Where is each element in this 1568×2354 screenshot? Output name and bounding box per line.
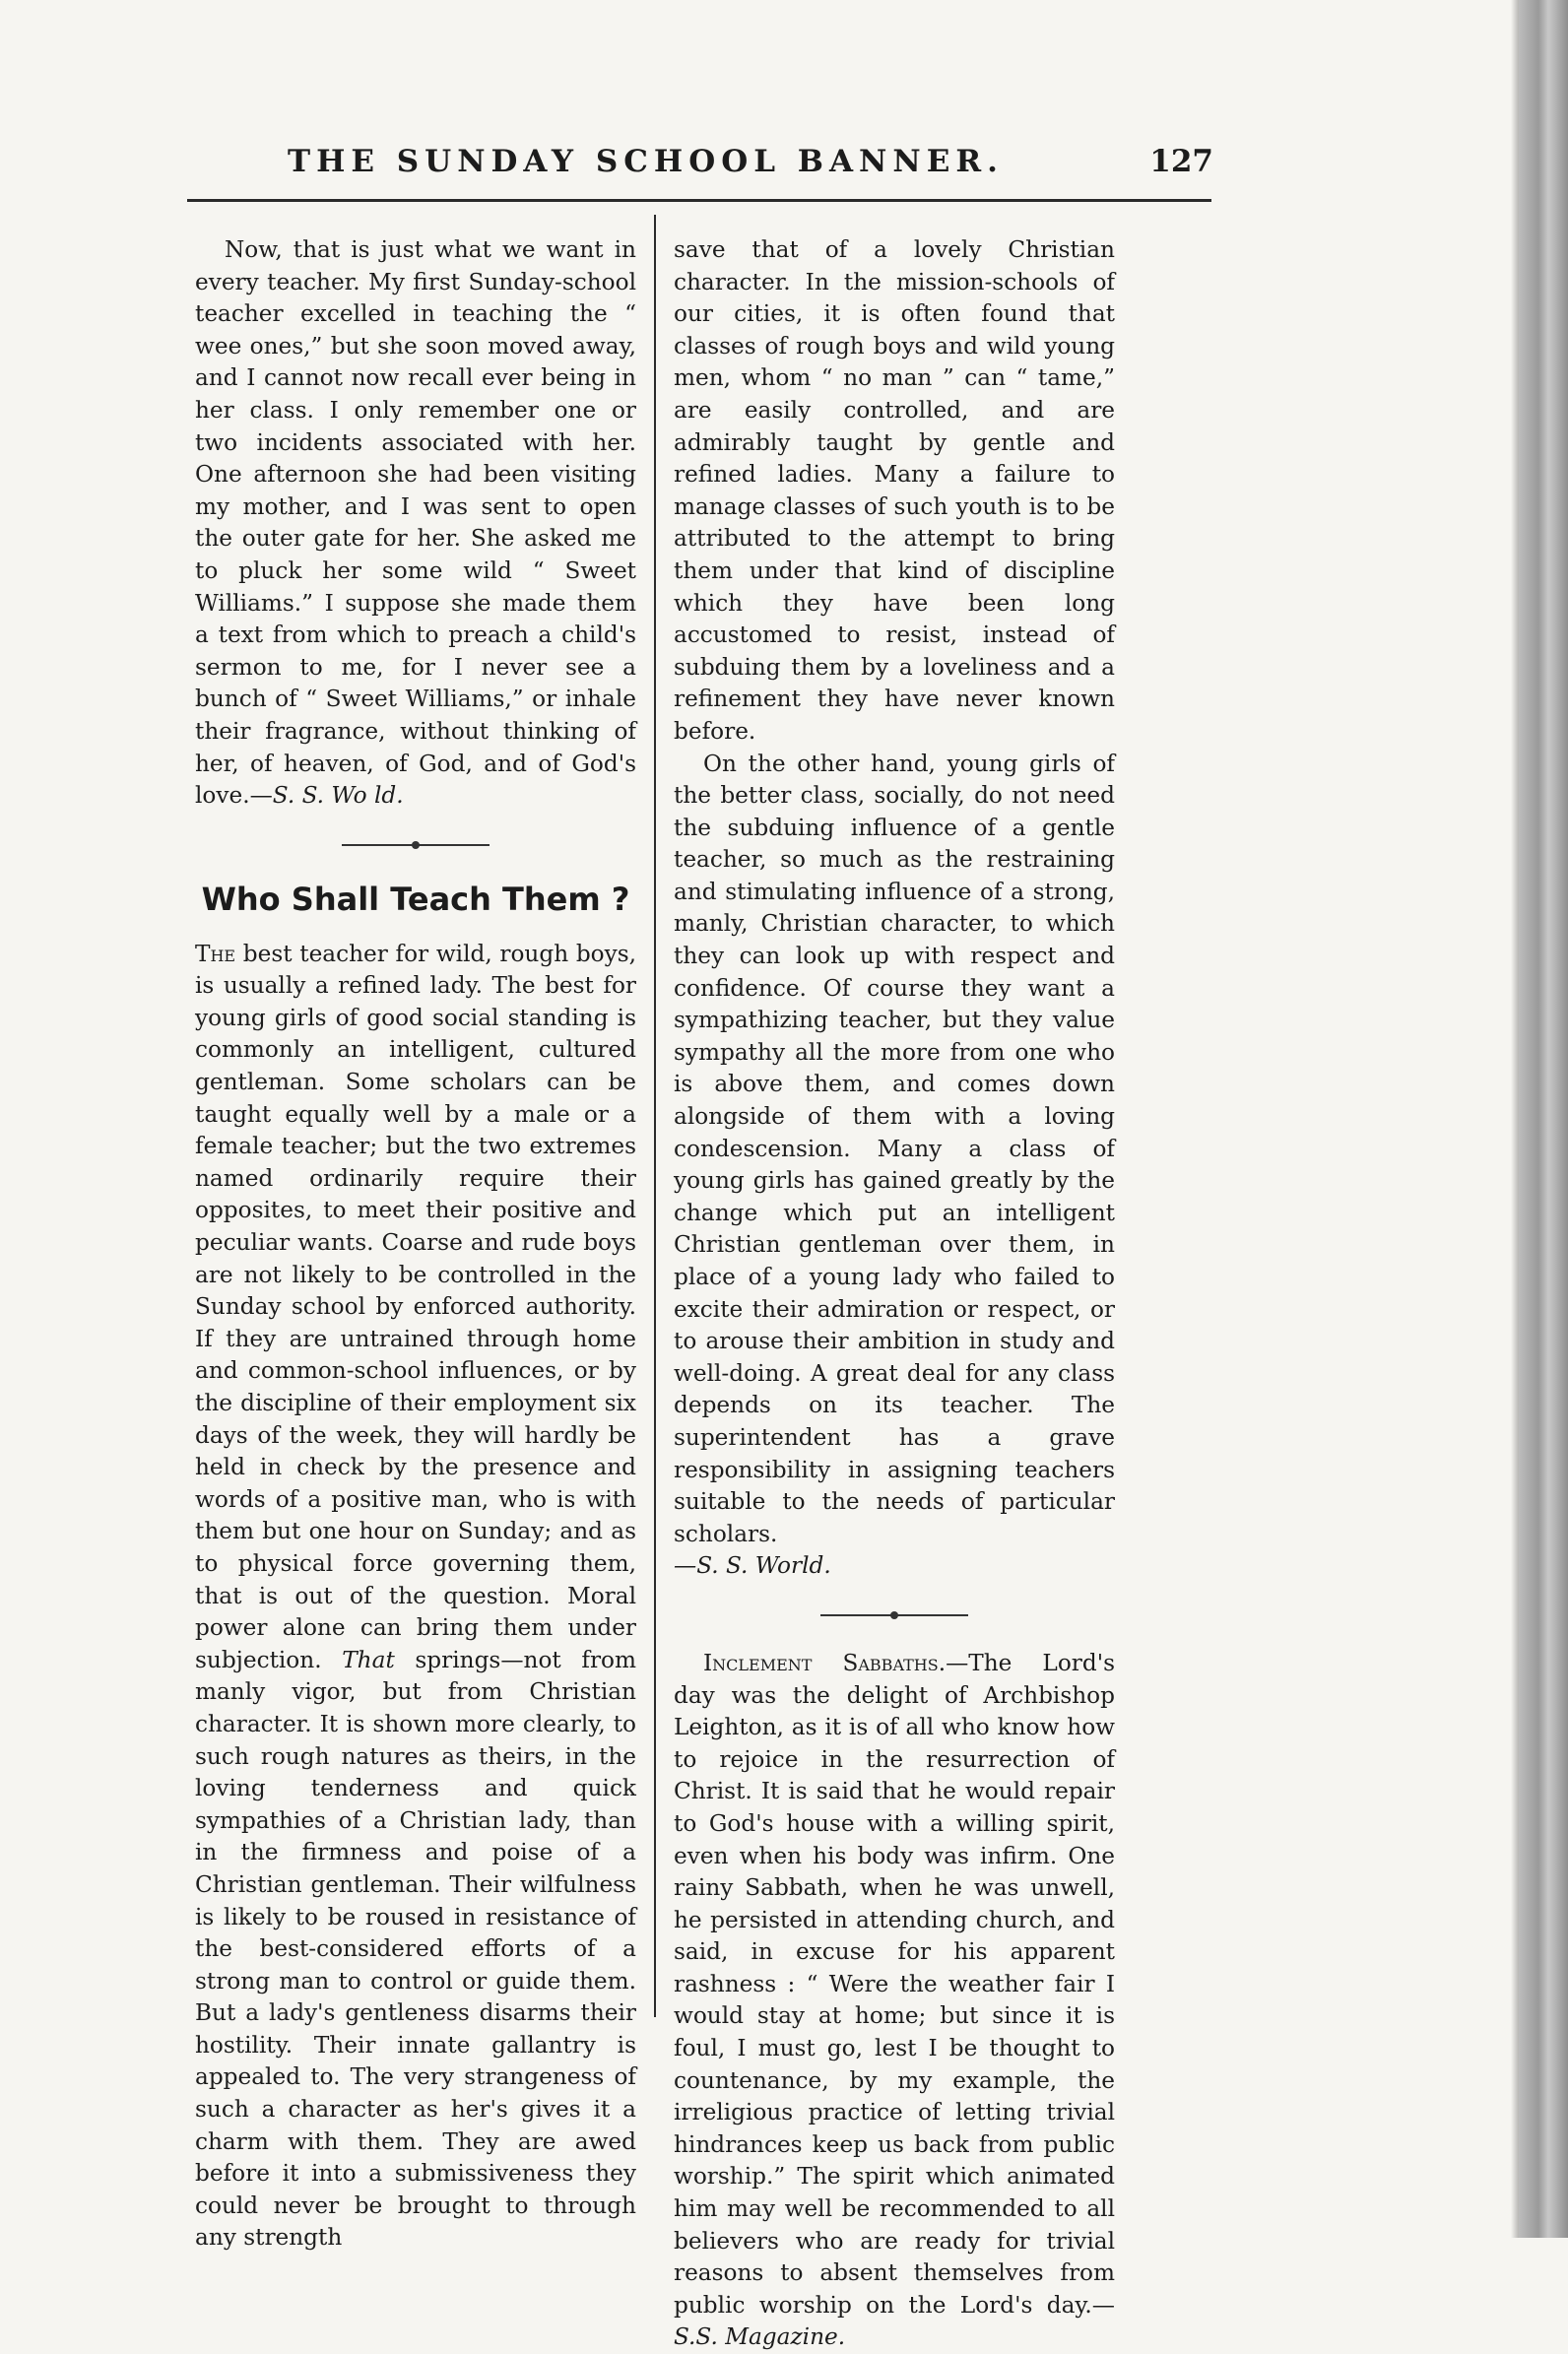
inclement-source: S.S. Magazine. — [674, 2323, 846, 2351]
article-emphasis: That — [342, 1646, 395, 1673]
intro-paragraph — [195, 234, 636, 813]
article-lead-word: The — [195, 940, 236, 967]
article-title: Who Shall Teach Them ? — [201, 880, 630, 918]
section-separator — [195, 830, 636, 860]
header-rule — [187, 199, 1211, 202]
intro-source: S. S. Wo ld. — [272, 782, 404, 810]
page-header — [288, 136, 1213, 185]
column-rule — [654, 215, 656, 2017]
inclement-lead: Inclement Sabbaths. — [703, 1649, 947, 1676]
second-paragraph-text: On the other hand, young girls of the better class, socially, do not need the subduing influence of a gentle teacher, so much as the restraining and stimulating influence of a strong, manly, Christian character, to which they can look up with respect and confidence. Of course they want a sympathizing teacher, but they value sympathy all the more from one who is above them, and comes down alongside of them with a loving condescension. Many a class of young girls has gained greatly by the change which put an intelligent Christian gentleman over them, in place of a young lady who failed to excite their admiration or respect, or to arouse their ambition in study and well-doing. A great deal for any class depends on its teacher. The superintendent has a grave responsibility in assigning teachers suitable to the needs of particular scholars. — [674, 750, 1115, 1547]
inclement-text: —The Lord's day was the delight of Archbishop Leighton, as it is of all who know how to rejoice in the resurrection of Christ. It is said that he would repair to God's house with a willing spirit, even when his body was infirm. One rainy Sabbath, when he was unwell, he persisted in attending church, and said, in excuse for his apparent rashness : “ Were the weather fair I would stay at home; but since it is foul, I must go, lest I be thought to countenance, by my example, the irreligious practice of letting trivial hindrances keep us back from public worship.” The spirit which animated him may well be recommended to all believers who are ready for trivial reasons to absent themselves from public worship on the Lord's day.— — [674, 1649, 1115, 2319]
second-paragraph — [674, 749, 1115, 1583]
second-source: —S. S. World. — [674, 1552, 831, 1580]
section-separator — [674, 1601, 1115, 1630]
article-text-1: best teacher for wild, rough boys, is usually a refined lady. The best for young girls of good social standing is commonly an intelligent, cultured gentleman. Some scholars can be taught equally well by a male or a female teacher; but the two extremes named ordinarily require their opposites, to meet their positive and peculiar wants. Coarse and rude boys are not likely to be controlled in the Sunday school by enforced authority. If they are untrained through home and common-school influences, or by the discipline of their employment six days of the week, they will hardly be held in check by the presence and words of a positive man, who is with them but one hour on Sunday; and as to physical force governing them, that is out of the question. Moral power alone can bring them under subjection. — [195, 940, 636, 1673]
inclement-paragraph — [674, 1648, 1115, 2354]
article-paragraph — [195, 939, 636, 2255]
page-number: 127 — [1149, 144, 1213, 179]
running-head: THE SUNDAY SCHOOL BANNER. — [288, 144, 1004, 179]
article-text-2: springs—not from manly vigor, but from Christian character. It is shown more clearly, to such rough natures as theirs, in the loving tenderness and quick sympathies of a Christian lady, than in the firmness and poise of a Christian gentleman. Their wilfulness is likely to be roused in resistance of the best-considered efforts of a strong man to control or guide them. But a lady's gentleness disarms their hostility. Their innate gallantry is appealed to. The very strangeness of such a character as her's gives it a charm with them. They are awed before it into a submissiveness they could never be brought to through any strength — [195, 1646, 636, 2252]
left-column — [195, 234, 636, 2255]
intro-paragraph-text: Now, that is just what we want in every teacher. My first Sunday-school teacher excelled in teaching the “ wee ones,” but she soon moved away, and I cannot now recall ever being in her class. I only remember one or two incidents associated with her. One afternoon she had been visiting my mother, and I was sent to open the outer gate for her. She asked me to pluck her some wild “ Sweet Williams.” I suppose she made them a text from which to preach a child's sermon to me, for I never see a bunch of “ Sweet Williams,” or inhale their fragrance, without thinking of her, of heaven, of God, and of God's love.— — [195, 236, 636, 810]
book-page-edge — [1519, 0, 1568, 2238]
continuation-paragraph: save that of a lovely Christian character. In the mission-schools of our cities, it is often found that classes of rough boys and wild young men, whom “ no man ” can “ tame,” are easily controlled, and are admirably taught by gentle and refined ladies. Many a failure to manage classes of such youth is to be attributed to the attempt to bring them under that kind of discipline which they have been long accustomed to resist, instead of subduing them by a loveliness and a refinement they have never known before. — [674, 236, 1115, 745]
right-column — [674, 234, 1115, 2354]
